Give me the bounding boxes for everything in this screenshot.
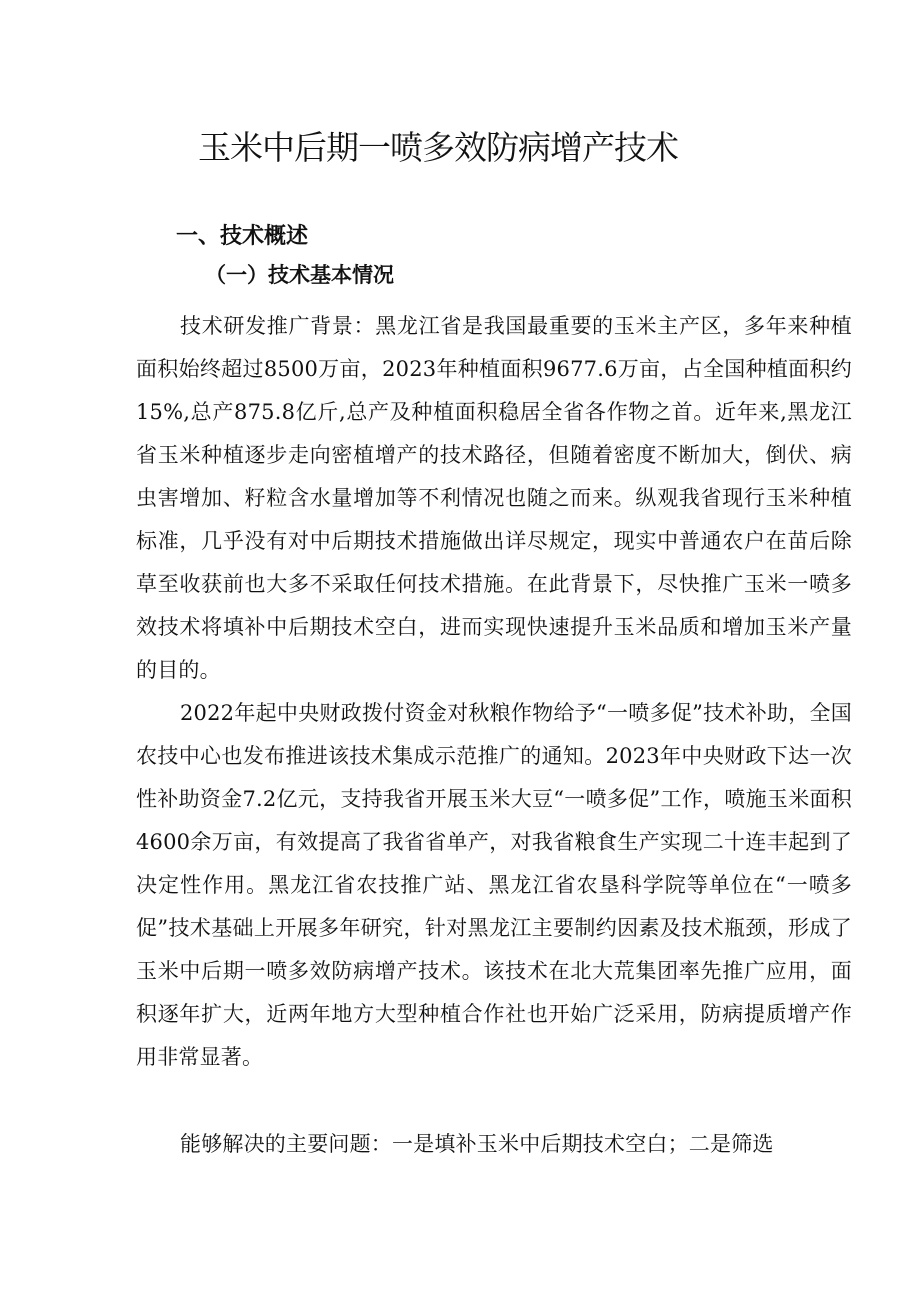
section-heading: 一、技术概述 [176,224,309,249]
paragraph-funding: 2022年起中央财政拨付资金对秋粮作物给予“一喷多促”技术补助，全国农技中心也发布推进该技术集成示范推广的通知。2023年中央财政下达一次性补助资金7.2亿元，支持我省开展玉米大豆“一喷多促”工作，喷施玉米面积4600余万亩，有效提高了我省省单产，对我省粮食生产实现二十连丰起到了决定性作用。黑龙江省农技推广站、黑龙江省农垦科学院等单位在“一喷多促”技术基础上开展多年研究，针对黑龙江主要制约因素及技术瓶颈，形成了玉米中后期一喷多效防病增产技术。该技术在北大荒集团率先推广应用，面积逐年扩大，近两年地方大型种植合作社也开始广泛采用，防病提质增产作用非常显著。 [136,701,852,1069]
paragraph-background: 技术研发推广背景：黑龙江省是我国最重要的玉米主产区，多年来种植面积始终超过8500万亩，2023年种植面积9677.6万亩，占全国种植面积约15%,总产875.8亿斤,总产及种植面积稳居全省各作物之首。近年来,黑龙江省玉米种植逐步走向密植增产的技术路径，但随着密度不断加大，倒伏、病虫害增加、籽粒含水量增加等不利情况也随之而来。纵观我省现行玉米种植标准，几乎没有对中后期技术措施做出详尽规定，现实中普通农户在苗后除草至收获前也大多不采取任何技术措施。在此背景下，尽快推广玉米一喷多效技术将填补中后期技术空白，进而实现快速提升玉米品质和增加玉米产量的目的。 [136,314,852,682]
subsection-heading: （一）技术基本情况 [205,262,394,287]
document-title: 玉米中后期一喷多效防病增产技术 [198,128,678,167]
paragraph-problems: 能够解决的主要问题：一是填补玉米中后期技术空白；二是筛选 [180,1132,774,1156]
